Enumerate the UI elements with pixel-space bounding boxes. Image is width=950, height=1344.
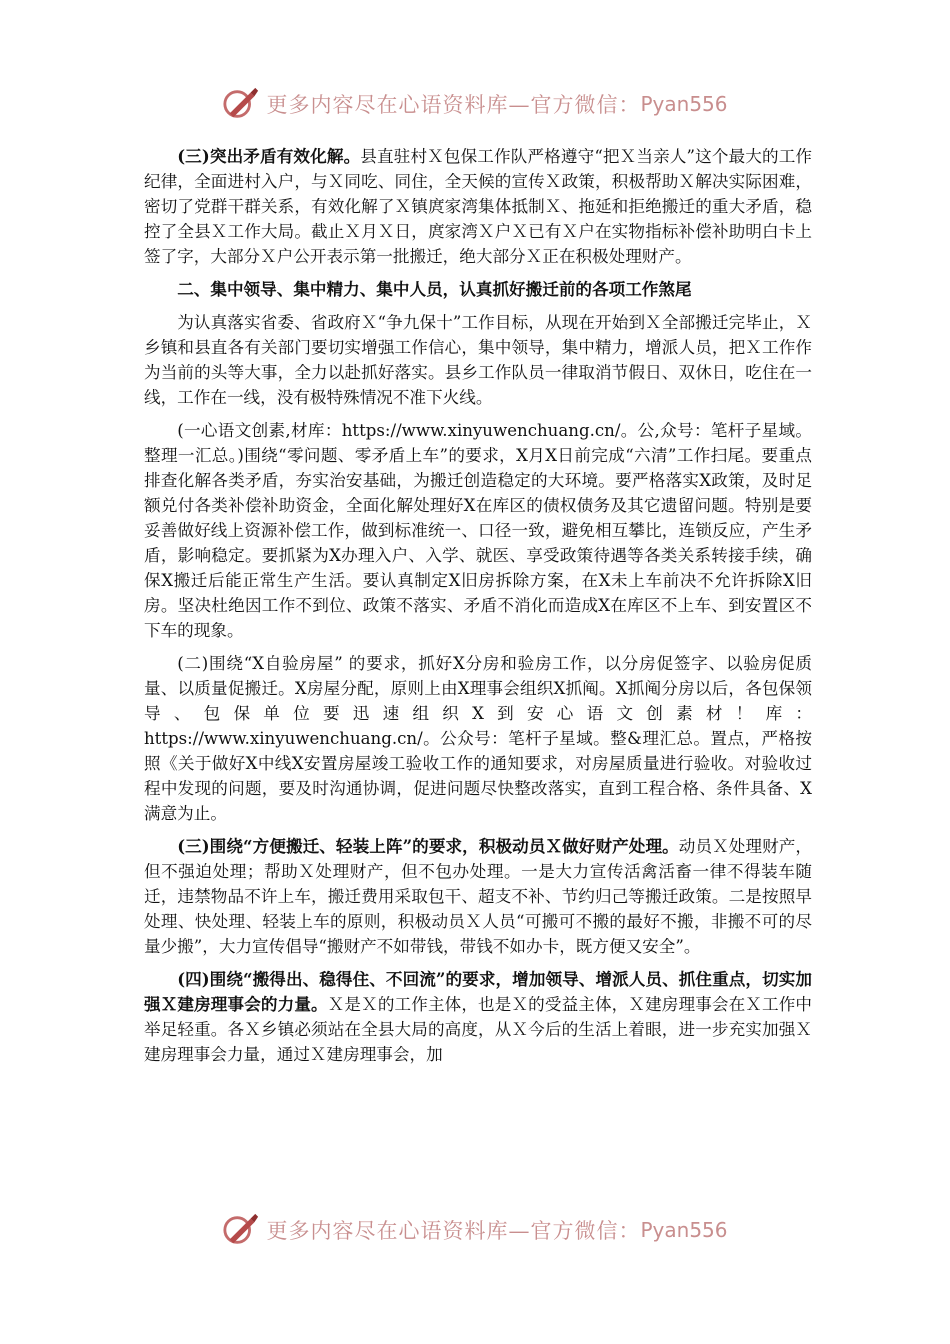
header-watermark-banner — [0, 82, 950, 126]
footer-watermark-banner — [0, 1208, 950, 1252]
banner-wechat-id: Pyan556 — [640, 1218, 728, 1242]
banner-wechat-id: Pyan556 — [640, 92, 728, 116]
writing-hand-logo-icon — [222, 1211, 260, 1249]
paragraph-lead: (三)突出矛盾有效化解。 — [177, 146, 361, 166]
paragraph — [144, 310, 812, 410]
paragraph-text: (一心语文创素,材库：https://www.xinyuwenchuang.cn/。公,众号：笔杆子星域。整理一汇总。)围绕“零问题、零矛盾上车”的要求，X月X日前完成“六清”工作扫尾。要重点排查化解各类矛盾，夯实治安基础，为搬迁创造稳定的大环境。要严格落实X政策，及时足额兑付各类补偿补助资金，全面化解处理好X在库区的债权债务及其它遗留问题。特别是要妥善做好线上资源补偿工作，做到标准统一、口径一致，避免相互攀比，连锁反应，产生矛盾，影响稳定。要抓紧为X办理入户、入学、就医、享受政策待遇等各类关系转接手续，确保X搬迁后能正常生产生活。要认真制定X旧房拆除方案，在X未上车前决不允许拆除X旧房。坚决杜绝因工作不到位、政策不落实、矛盾不消化而造成X在库区不上车、到安置区不下车的现象。 — [144, 421, 812, 640]
paragraph — [144, 834, 812, 959]
writing-hand-logo-icon — [222, 85, 260, 123]
paragraph-text: Ｘ是Ｘ的工作主体，也是Ｘ的受益主体，Ｘ建房理事会在Ｘ工作中举足轻重。各Ｘ乡镇必须站在全县大局的高度，从Ｘ今后的生活上着眼，进一步充实加强Ｘ建房理事会力量，通过Ｘ建房理事会，加 — [144, 995, 813, 1064]
document-body — [144, 144, 812, 1075]
banner-text: 更多内容尽在心语资料库—官方微信： — [266, 93, 641, 117]
banner-text: 更多内容尽在心语资料库—官方微信： — [266, 1219, 641, 1243]
paragraph — [144, 967, 812, 1067]
paragraph-text: (二)围绕“X自验房屋” 的要求，抓好X分房和验房工作，以分房促签字、以验房促质量、以质量促搬迁。X房屋分配，原则上由X理事会组织X抓阄。X抓阄分房以后，各包保领导、包保单位要迅速组织X到安心语文创素材！库：https://www.xinyuwenchuang.cn/。公众号：笔杆子星域。整&理汇总。置点，严格按照《关于做好X中线X安置房屋竣工验收工作的通知要求，对房屋质量进行验收。对验收过程中发现的问题，要及时沟通协调，促进问题尽快整改落实，直到工程合格、条件具备、X满意为止。 — [144, 654, 812, 823]
paragraph-text: 动员Ｘ处理财产，但不强迫处理；帮助Ｘ处理财产，但不包办处理。一是大力宣传活禽活畜一律不得装车随迁，违禁物品不许上车，搬迁费用采取包干、超支不补、节约归己等搬迁政策。二是按照早处理、快处理、轻装上车的原则，积极动员Ｘ人员“可搬可不搬的最好不搬，非搬不可的尽量少搬”，大力宣传倡导“搬财产不如带钱，带钱不如办卡，既方便又安全”。 — [144, 837, 813, 956]
paragraph — [144, 418, 812, 643]
paragraph-text: 县直驻村Ｘ包保工作队严格遵守“把Ｘ当亲人”这个最大的工作纪律，全面进村入户，与Ｘ同吃、同住，全天候的宣传Ｘ政策，积极帮助Ｘ解决实际困难，密切了党群干群关系，有效化解了Ｘ镇庹家湾集体抵制Ｘ、拖延和拒绝搬迁的重大矛盾，稳控了全县Ｘ工作大局。截止Ｘ月Ｘ日，庹家湾Ｘ户Ｘ已有Ｘ户在实物指标补偿补助明白卡上签了字，大部分Ｘ户公开表示第一批搬迁，绝大部分Ｘ正在积极处理财产。 — [144, 147, 812, 266]
paragraph-text: 为认真落实省委、省政府Ｘ“争九保十”工作目标，从现在开始到Ｘ全部搬迁完毕止，Ｘ乡镇和县直各有关部门要切实增强工作信心，集中领导，集中精力，增派人员，把Ｘ工作作为当前的头等大事，全力以赴抓好落实。县乡工作队员一律取消节假日、双休日，吃住在一线，工作在一线，没有极特殊情况不准下火线。 — [144, 313, 812, 407]
paragraph — [144, 651, 812, 826]
paragraph — [144, 144, 812, 269]
paragraph-lead: (四)围绕“搬得出、稳得住、不回流”的要求，增加领导、增派人员、抓住重点，切实加强Ｘ建房理事会的力量。 — [144, 969, 812, 1014]
paragraph-lead: (三)围绕“方便搬迁、轻装上阵”的要求，积极动员Ｘ做好财产处理。 — [177, 836, 679, 856]
section-heading: 二、集中领导、集中精力、集中人员，认真抓好搬迁前的各项工作煞尾 — [177, 279, 692, 299]
